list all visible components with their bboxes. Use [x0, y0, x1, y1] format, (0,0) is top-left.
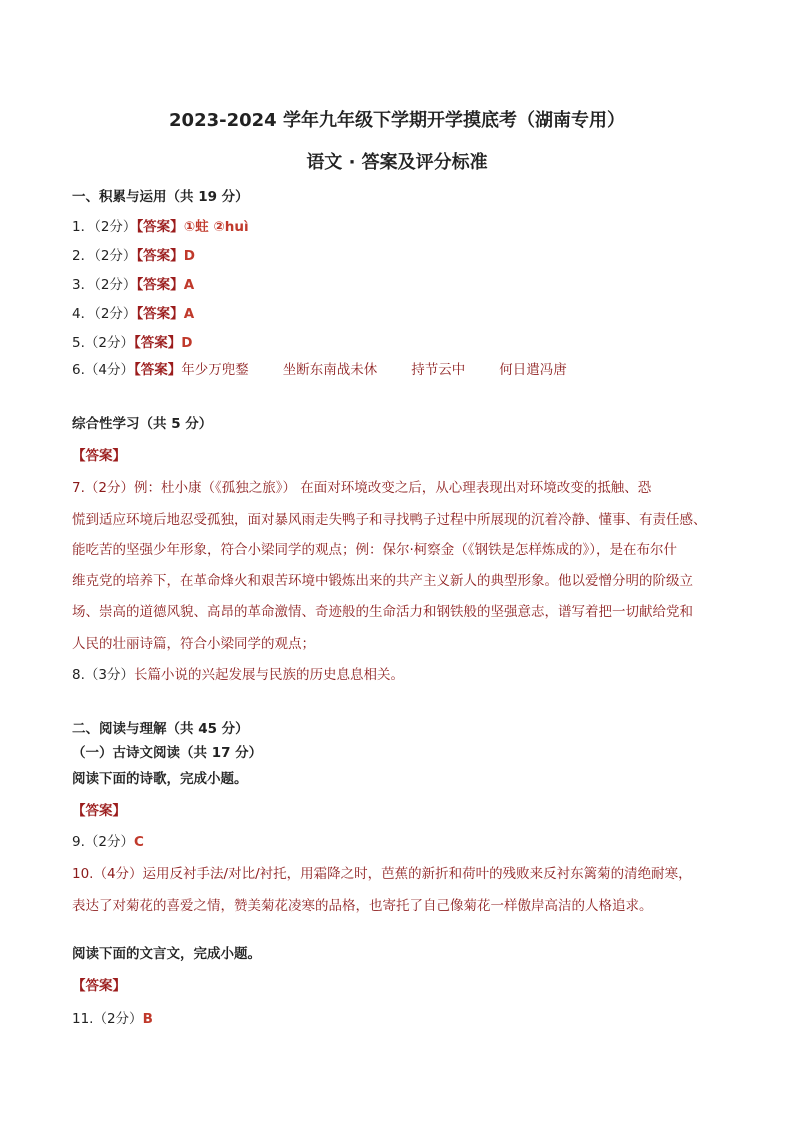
- answer-value: B: [142, 1011, 153, 1027]
- answer-tag: 【答案】: [136, 219, 184, 235]
- answer-value: A: [183, 277, 195, 293]
- question-number: 1．（2分）: [72, 219, 137, 235]
- answer-value-4: 何日遣冯唐: [499, 362, 567, 378]
- answer-row-q6: [72, 362, 567, 378]
- q10-line-1: 10.（4分）运用反衬手法/对比/衬托，用霜降之时，芭蕉的新折和荷叶的残败来反衬东篱菊的清绝耐寒，: [72, 866, 692, 882]
- answer-row-q11: [72, 1011, 153, 1027]
- instruction-poem: 阅读下面的诗歌，完成小题。: [72, 771, 248, 787]
- answer-row-q4: [72, 306, 194, 322]
- q10-line-2: 表达了对菊花的喜爱之情，赞美菊花凌寒的品格，也寄托了自己像菊花一样傲岸高洁的人格追求。: [72, 898, 653, 914]
- page-subtitle: 语文 · 答案及评分标准: [306, 152, 488, 173]
- section-heading-reading: 二、阅读与理解（共 45 分）: [72, 721, 249, 737]
- q7-line-2: 慌到适应环境后地忍受孤独，面对暴风雨走失鸭子和寻找鸭子过程中所展现的沉着冷静、懂事、有责任感、: [72, 512, 707, 528]
- q7-line-1: 7.（2分）例：杜小康（《孤独之旅》） 在面对环境改变之后，从心理表现出对环境改变的抵触、恐: [72, 480, 652, 496]
- question-number: 4．（2分）: [72, 306, 137, 322]
- answer-tag: 【答案】: [133, 335, 182, 351]
- answer-tag: 【答案】: [136, 306, 184, 322]
- answer-tag: 【答案】: [136, 277, 184, 293]
- answer-value: 长篇小说的兴起发展与民族的历史息息相关。: [133, 667, 404, 683]
- answer-value-3: 持节云中: [411, 362, 466, 378]
- answer-tag: 【答案】: [72, 978, 126, 994]
- question-number: 3．（2分）: [72, 277, 137, 293]
- question-number: 9.（2分）: [72, 834, 134, 850]
- answer-row-q3: [72, 277, 194, 293]
- question-number: 8.（3分）: [72, 667, 134, 683]
- answer-value-2: 坐断东南战未休: [282, 362, 378, 378]
- q7-line-5: 场、崇高的道德风貌、高昂的革命激情、奇迹般的生命活力和钢铁般的坚强意志，谱写着把一切献给党和: [72, 604, 693, 620]
- answer-value: ①蛀 ②huì: [183, 219, 249, 235]
- q7-line-4: 维克党的培养下，在革命烽火和艰苦环境中锻炼出来的共产主义新人的典型形象。他以爱憎分明的阶级立: [72, 573, 693, 589]
- answer-value: D: [183, 248, 195, 264]
- answer-value: C: [133, 834, 144, 850]
- answer-row-q1: [72, 219, 249, 235]
- answer-row-q5: [72, 335, 192, 351]
- answer-tag: 【答案】: [72, 448, 126, 464]
- section-heading-accumulation: 一、积累与运用（共 19 分）: [72, 189, 249, 205]
- section-heading-comprehensive: 综合性学习（共 5 分）: [72, 416, 213, 432]
- answer-value: D: [181, 335, 193, 351]
- q7-line-3: 能吃苦的坚强少年形象，符合小梁同学的观点；例：保尔·柯察金（《钢铁是怎样炼成的》），是在布尔什: [72, 542, 678, 558]
- question-number: 11.（2分）: [72, 1011, 143, 1027]
- question-number: 6.（4分）: [72, 362, 134, 378]
- answer-tag: 【答案】: [72, 803, 126, 819]
- answer-row-q2: [72, 248, 195, 264]
- answer-tag: 【答案】: [136, 248, 184, 264]
- answer-tag: 【答案】: [133, 362, 182, 378]
- q7-line-6: 人民的壮丽诗篇，符合小梁同学的观点；: [72, 636, 315, 652]
- answer-value-1: 年少万兜鍪: [181, 362, 249, 378]
- subsection-heading-classical: （一）古诗文阅读（共 17 分）: [72, 745, 263, 761]
- question-number: 5.（2分）: [72, 335, 134, 351]
- page-title: 2023-2024 学年九年级下学期开学摸底考（湖南专用）: [169, 110, 625, 131]
- answer-row-q8: [72, 667, 404, 683]
- answer-row-q9: [72, 834, 144, 850]
- question-number: 2．（2分）: [72, 248, 137, 264]
- answer-value: A: [183, 306, 195, 322]
- instruction-classical-text: 阅读下面的文言文，完成小题。: [72, 946, 261, 962]
